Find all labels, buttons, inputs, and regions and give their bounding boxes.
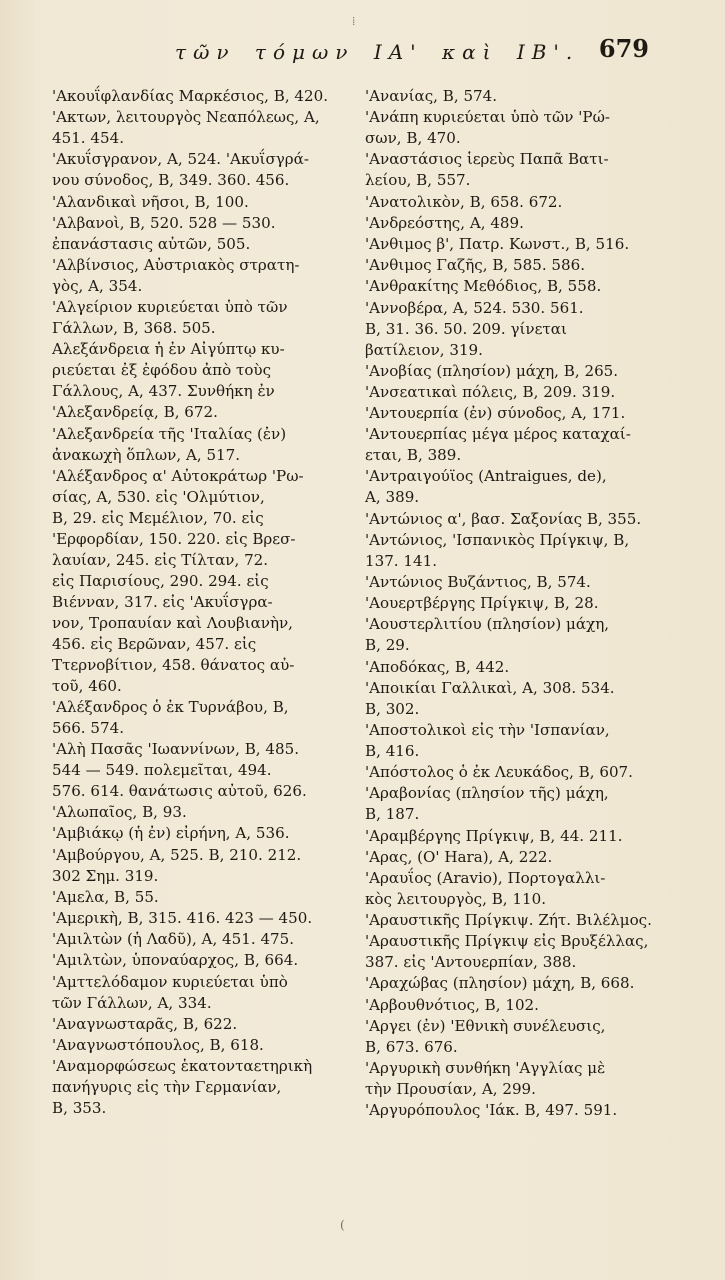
index-entry	[52, 1056, 352, 1119]
index-entry	[365, 826, 670, 847]
index-entry	[52, 950, 352, 971]
entry-line: 'Αουστερλιτίου (πλησίον) μάχη,	[365, 615, 610, 634]
entry-line: γὸς, Α, 354.	[52, 276, 143, 295]
entry-line: Β, 29. εἰς Μεμέλιον, 70. εἰς	[52, 508, 264, 527]
entry-line: νου σύνοδος, Β, 349. 360. 456.	[52, 171, 290, 190]
index-entry	[365, 1100, 670, 1121]
index-entry	[365, 192, 670, 213]
entry-line: 'Αραχώβας (πλησίον) μάχη, Β, 668.	[365, 974, 635, 993]
entry-line: εἰς Παρισίους, 290. 294. εἰς	[52, 571, 269, 590]
index-entry	[365, 931, 670, 973]
entry-line: Β, 29.	[365, 636, 410, 655]
index-entry	[52, 908, 352, 929]
running-title: τῶν τόμων ΙΑ' καὶ ΙΒ'.	[175, 40, 580, 64]
index-entry	[52, 192, 352, 213]
index-entry	[365, 657, 670, 678]
entry-line: 'Αλεξανδρεία τῆς 'Ιταλίας (ἐν)	[52, 424, 287, 443]
index-entry	[52, 1014, 352, 1035]
entry-line: Β, 302.	[365, 699, 420, 718]
entry-line: 'Αποικίαι Γαλλικαὶ, Α, 308. 534.	[365, 678, 615, 697]
entry-line: 'Ανσεατικαὶ πόλεις, Β, 209. 319.	[365, 382, 616, 401]
entry-line: λαυίαν, 245. εἰς Τίλταν, 72.	[52, 550, 269, 569]
index-entry	[52, 823, 352, 844]
index-entry	[365, 783, 670, 825]
index-entry	[365, 382, 670, 403]
entry-line: Α, 389.	[365, 488, 420, 507]
entry-line: 'Αργει (ἐν) 'Εθνικὴ συνέλευσις,	[365, 1016, 606, 1035]
entry-line: 'Αποστολικοὶ εἰς τὴν 'Ισπανίαν,	[365, 720, 610, 739]
index-entry	[365, 424, 670, 466]
page-number: 679	[598, 34, 649, 63]
index-entry	[365, 509, 670, 530]
entry-line: λείου, Β, 557.	[365, 171, 471, 190]
entry-line: 'Ανανίας, Β, 574.	[365, 87, 498, 105]
entry-line: 'Ακτων, λειτουργὸς Νεαπόλεως, Α,	[52, 108, 320, 127]
entry-line: 'Αμβιάκῳ (ἡ ἐν) εἰρήνη, Α, 536.	[52, 824, 290, 843]
index-entry	[52, 466, 352, 697]
entry-line: Β, 673. 676.	[365, 1037, 458, 1056]
entry-line: 'Αουερτβέργης Πρίγκιψ, Β, 28.	[365, 594, 599, 613]
entry-line: 'Αραυστικῆς Πρίγκιψ εἰς Βρυξέλλας,	[365, 932, 649, 951]
entry-line: 'Αργυρικὴ συνθήκη 'Αγγλίας μὲ	[365, 1059, 606, 1077]
entry-line: 'Αμελα, Β, 55.	[52, 887, 159, 906]
index-entry	[365, 298, 670, 361]
index-entry	[365, 234, 670, 255]
index-entry	[52, 845, 352, 887]
entry-line: 'Αντραιγούϊος (Antraigues, de),	[365, 467, 607, 486]
entry-line: 387. εἰς 'Αντουερπίαν, 388.	[365, 953, 577, 972]
entry-line: 'Αλέξανδρος α' Αὐτοκράτωρ 'Ρω-	[52, 466, 304, 485]
entry-line: Β, 353.	[52, 1099, 107, 1118]
index-column-right	[365, 86, 670, 1121]
entry-line: 'Αντώνιος α', βασ. Σαξονίας Β, 355.	[365, 509, 642, 528]
entry-line: 'Αντώνιος, 'Ισπανικὸς Πρίγκιψ, Β,	[365, 530, 630, 549]
index-entry	[365, 868, 670, 910]
entry-line: Ττερνοβίτιον, 458. θάνατος αὐ-	[52, 655, 295, 674]
entry-line: κὸς λειτουργὸς, Β, 110.	[365, 889, 547, 908]
entry-line: Β, 187.	[365, 805, 420, 824]
entry-line: τὴν Προυσίαν, Α, 299.	[365, 1080, 536, 1098]
entry-line: 'Ανθρακίτης Μεθόδιος, Β, 558.	[365, 277, 602, 296]
entry-line: 451. 454.	[52, 129, 125, 148]
entry-line: νον, Τροπαυίαν καὶ Λουβιανὴν,	[52, 613, 293, 632]
entry-line: Αλεξάνδρεια ἡ ἐν Αἰγύπτῳ κυ-	[52, 340, 285, 359]
index-column-left	[52, 86, 352, 1119]
index-entry	[52, 297, 352, 339]
index-entry	[52, 107, 352, 149]
index-entry	[365, 276, 670, 297]
entry-line: σίας, Α, 530. εἰς 'Ολμύτιον,	[52, 487, 265, 506]
entry-line: τοῦ, 460.	[52, 676, 122, 695]
entry-line: 'Ανθιμος Γαζῆς, Β, 585. 586.	[365, 256, 586, 275]
index-entry	[365, 361, 670, 382]
entry-line: βατίλειον, 319.	[365, 340, 483, 359]
entry-line: 'Ανθιμος β', Πατρ. Κωνστ., Β, 516.	[365, 234, 630, 253]
entry-line: 'Ερφορδίαν, 150. 220. εἰς Βρεσ-	[52, 529, 296, 548]
index-entry	[365, 720, 670, 762]
entry-line: σων, Β, 470.	[365, 129, 461, 148]
index-entry	[365, 1016, 670, 1058]
index-entry	[365, 995, 670, 1016]
entry-line: ριεύεται ἐξ ἐφόδου ἀπὸ τοὺς	[52, 361, 272, 380]
entry-line: εται, Β, 389.	[365, 446, 462, 465]
entry-line: 'Αμττελόδαμον κυριεύεται ὑπὸ	[52, 972, 288, 991]
entry-line: 'Αλὴ Πασᾶς 'Ιωαννίνων, Β, 485.	[52, 740, 299, 759]
entry-line: 'Ανδρεόστης, Α, 489.	[365, 213, 524, 232]
entry-line: ἐπανάστασις αὐτῶν, 505.	[52, 234, 251, 253]
entry-line: 'Αναστάσιος ἱερεὺς Παπᾶ Βατι-	[365, 150, 609, 169]
index-entry	[365, 910, 670, 931]
entry-line: 'Αραμβέργης Πρίγκιψ, Β, 44. 211.	[365, 826, 623, 845]
index-entry	[52, 802, 352, 823]
entry-line: 'Αποδόκας, Β, 442.	[365, 657, 510, 676]
index-entry	[365, 572, 670, 593]
index-entry	[52, 929, 352, 950]
index-entry	[365, 466, 670, 508]
index-entry	[365, 213, 670, 234]
index-entry	[52, 972, 352, 1014]
index-entry	[365, 530, 670, 572]
index-entry	[365, 86, 670, 107]
entry-line: 'Αλβίνσιος, Αὐστριακὸς στρατη-	[52, 255, 300, 274]
index-entry	[52, 149, 352, 191]
bottom-mark: (	[340, 1218, 345, 1232]
entry-line: 'Αλωπαῖος, Β, 93.	[52, 803, 187, 822]
entry-line: 'Αρβουθνότιος, Β, 102.	[365, 995, 539, 1014]
index-entry	[52, 887, 352, 908]
index-entry	[52, 213, 352, 255]
entry-line: τῶν Γάλλων, Α, 334.	[52, 993, 212, 1012]
index-entry	[365, 593, 670, 614]
index-entry	[52, 697, 352, 739]
index-entry	[52, 86, 352, 107]
index-entry	[52, 739, 352, 802]
top-mark: ⁞	[352, 14, 356, 28]
entry-line: 'Ακυΐσγρανον, Α, 524. 'Ακυΐσγρά-	[52, 150, 309, 169]
entry-line: 'Απόστολος ὁ ἐκ Λευκάδος, Β, 607.	[365, 763, 633, 782]
entry-line: 576. 614. θανάτωσις αὐτοῦ, 626.	[52, 782, 307, 801]
index-entry	[365, 1058, 670, 1100]
entry-line: ἀνακωχὴ ὅπλων, Α, 517.	[52, 445, 241, 464]
entry-line: Βιένναν, 317. εἰς 'Ακυΐσγρα-	[52, 592, 273, 611]
entry-line: Β, 416.	[365, 741, 420, 760]
entry-line: 'Αντουερπία (ἐν) σύνοδος, Α, 171.	[365, 404, 626, 423]
entry-line: 456. εἰς Βερῶναν, 457. εἰς	[52, 634, 257, 653]
entry-line: 566. 574.	[52, 718, 125, 737]
entry-line: 'Αλανδικαὶ νῆσοι, Β, 100.	[52, 192, 249, 211]
entry-line: 'Αντουερπίας μέγα μέρος καταχαί-	[365, 425, 631, 444]
index-entry	[365, 678, 670, 720]
entry-line: Β, 31. 36. 50. 209. γίνεται	[365, 319, 567, 338]
entry-line: 'Αναμορφώσεως ἑκατονταετηρικὴ	[52, 1057, 313, 1076]
index-entry	[365, 149, 670, 191]
entry-line: 'Αργυρόπουλος 'Ιάκ. Β, 497. 591.	[365, 1101, 618, 1120]
entry-line: Γάλλων, Β, 368. 505.	[52, 319, 216, 338]
entry-line: 137. 141.	[365, 551, 438, 570]
entry-line: 'Αλεξανδρείᾳ, Β, 672.	[52, 403, 218, 422]
entry-line: 'Ακουΐφλανδίας Μαρκέσιος, Β, 420.	[52, 87, 329, 105]
index-entry	[52, 339, 352, 423]
entry-line: 'Αμερικὴ, Β, 315. 416. 423 — 450.	[52, 909, 313, 927]
index-entry	[365, 107, 670, 149]
entry-line: 'Αλγείριον κυριεύεται ὑπὸ τῶν	[52, 298, 288, 317]
entry-line: 'Αννοβέρα, Α, 524. 530. 561.	[365, 298, 584, 317]
index-entry	[52, 255, 352, 297]
index-entry	[365, 403, 670, 424]
index-entry	[365, 847, 670, 868]
entry-line: 'Αμιλτὼν, ὑποναύαρχος, Β, 664.	[52, 951, 299, 970]
entry-line: 'Αραυΐος (Aravio), Πορτογαλλι-	[365, 868, 606, 887]
entry-line: 'Αμιλτὼν (ἡ Λαδῦ), Α, 451. 475.	[52, 930, 295, 949]
entry-line: 'Ανάπη κυριεύεται ὑπὸ τῶν 'Ρώ-	[365, 108, 610, 127]
entry-line: Γάλλους, Α, 437. Συνθήκη ἐν	[52, 382, 275, 401]
entry-line: 544 — 549. πολεμεῖται, 494.	[52, 761, 272, 780]
page-header	[0, 34, 725, 74]
entry-line: 'Αναγνωστόπουλος, Β, 618.	[52, 1035, 264, 1054]
entry-line: 302 Σημ. 319.	[52, 866, 159, 885]
entry-line: 'Ανοβίας (πλησίον) μάχη, Β, 265.	[365, 361, 619, 380]
entry-line: 'Αρας, (Ο' Hara), Α, 222.	[365, 847, 553, 866]
index-entry	[365, 762, 670, 783]
entry-line: 'Ανατολικὸν, Β, 658. 672.	[365, 192, 563, 211]
index-entry	[365, 614, 670, 656]
entry-line: 'Αλέξανδρος ὁ ἐκ Τυρνάβου, Β,	[52, 697, 289, 716]
entry-line: 'Αλβανοὶ, Β, 520. 528 — 530.	[52, 213, 276, 232]
entry-line: 'Αραβονίας (πλησίον τῆς) μάχη,	[365, 784, 609, 803]
entry-line: 'Αναγνωσταρᾶς, Β, 622.	[52, 1014, 238, 1033]
entry-line: πανήγυρις εἰς τὴν Γερμανίαν,	[52, 1078, 282, 1097]
entry-line: 'Αμβούργου, Α, 525. Β, 210. 212.	[52, 845, 302, 864]
index-entry	[52, 424, 352, 466]
entry-line: 'Αραυστικῆς Πρίγκιψ. Ζήτ. Βιλέλμος.	[365, 911, 652, 930]
index-entry	[52, 1035, 352, 1056]
entry-line: 'Αντώνιος Βυζάντιος, Β, 574.	[365, 573, 591, 591]
index-entry	[365, 255, 670, 276]
index-entry	[365, 973, 670, 994]
